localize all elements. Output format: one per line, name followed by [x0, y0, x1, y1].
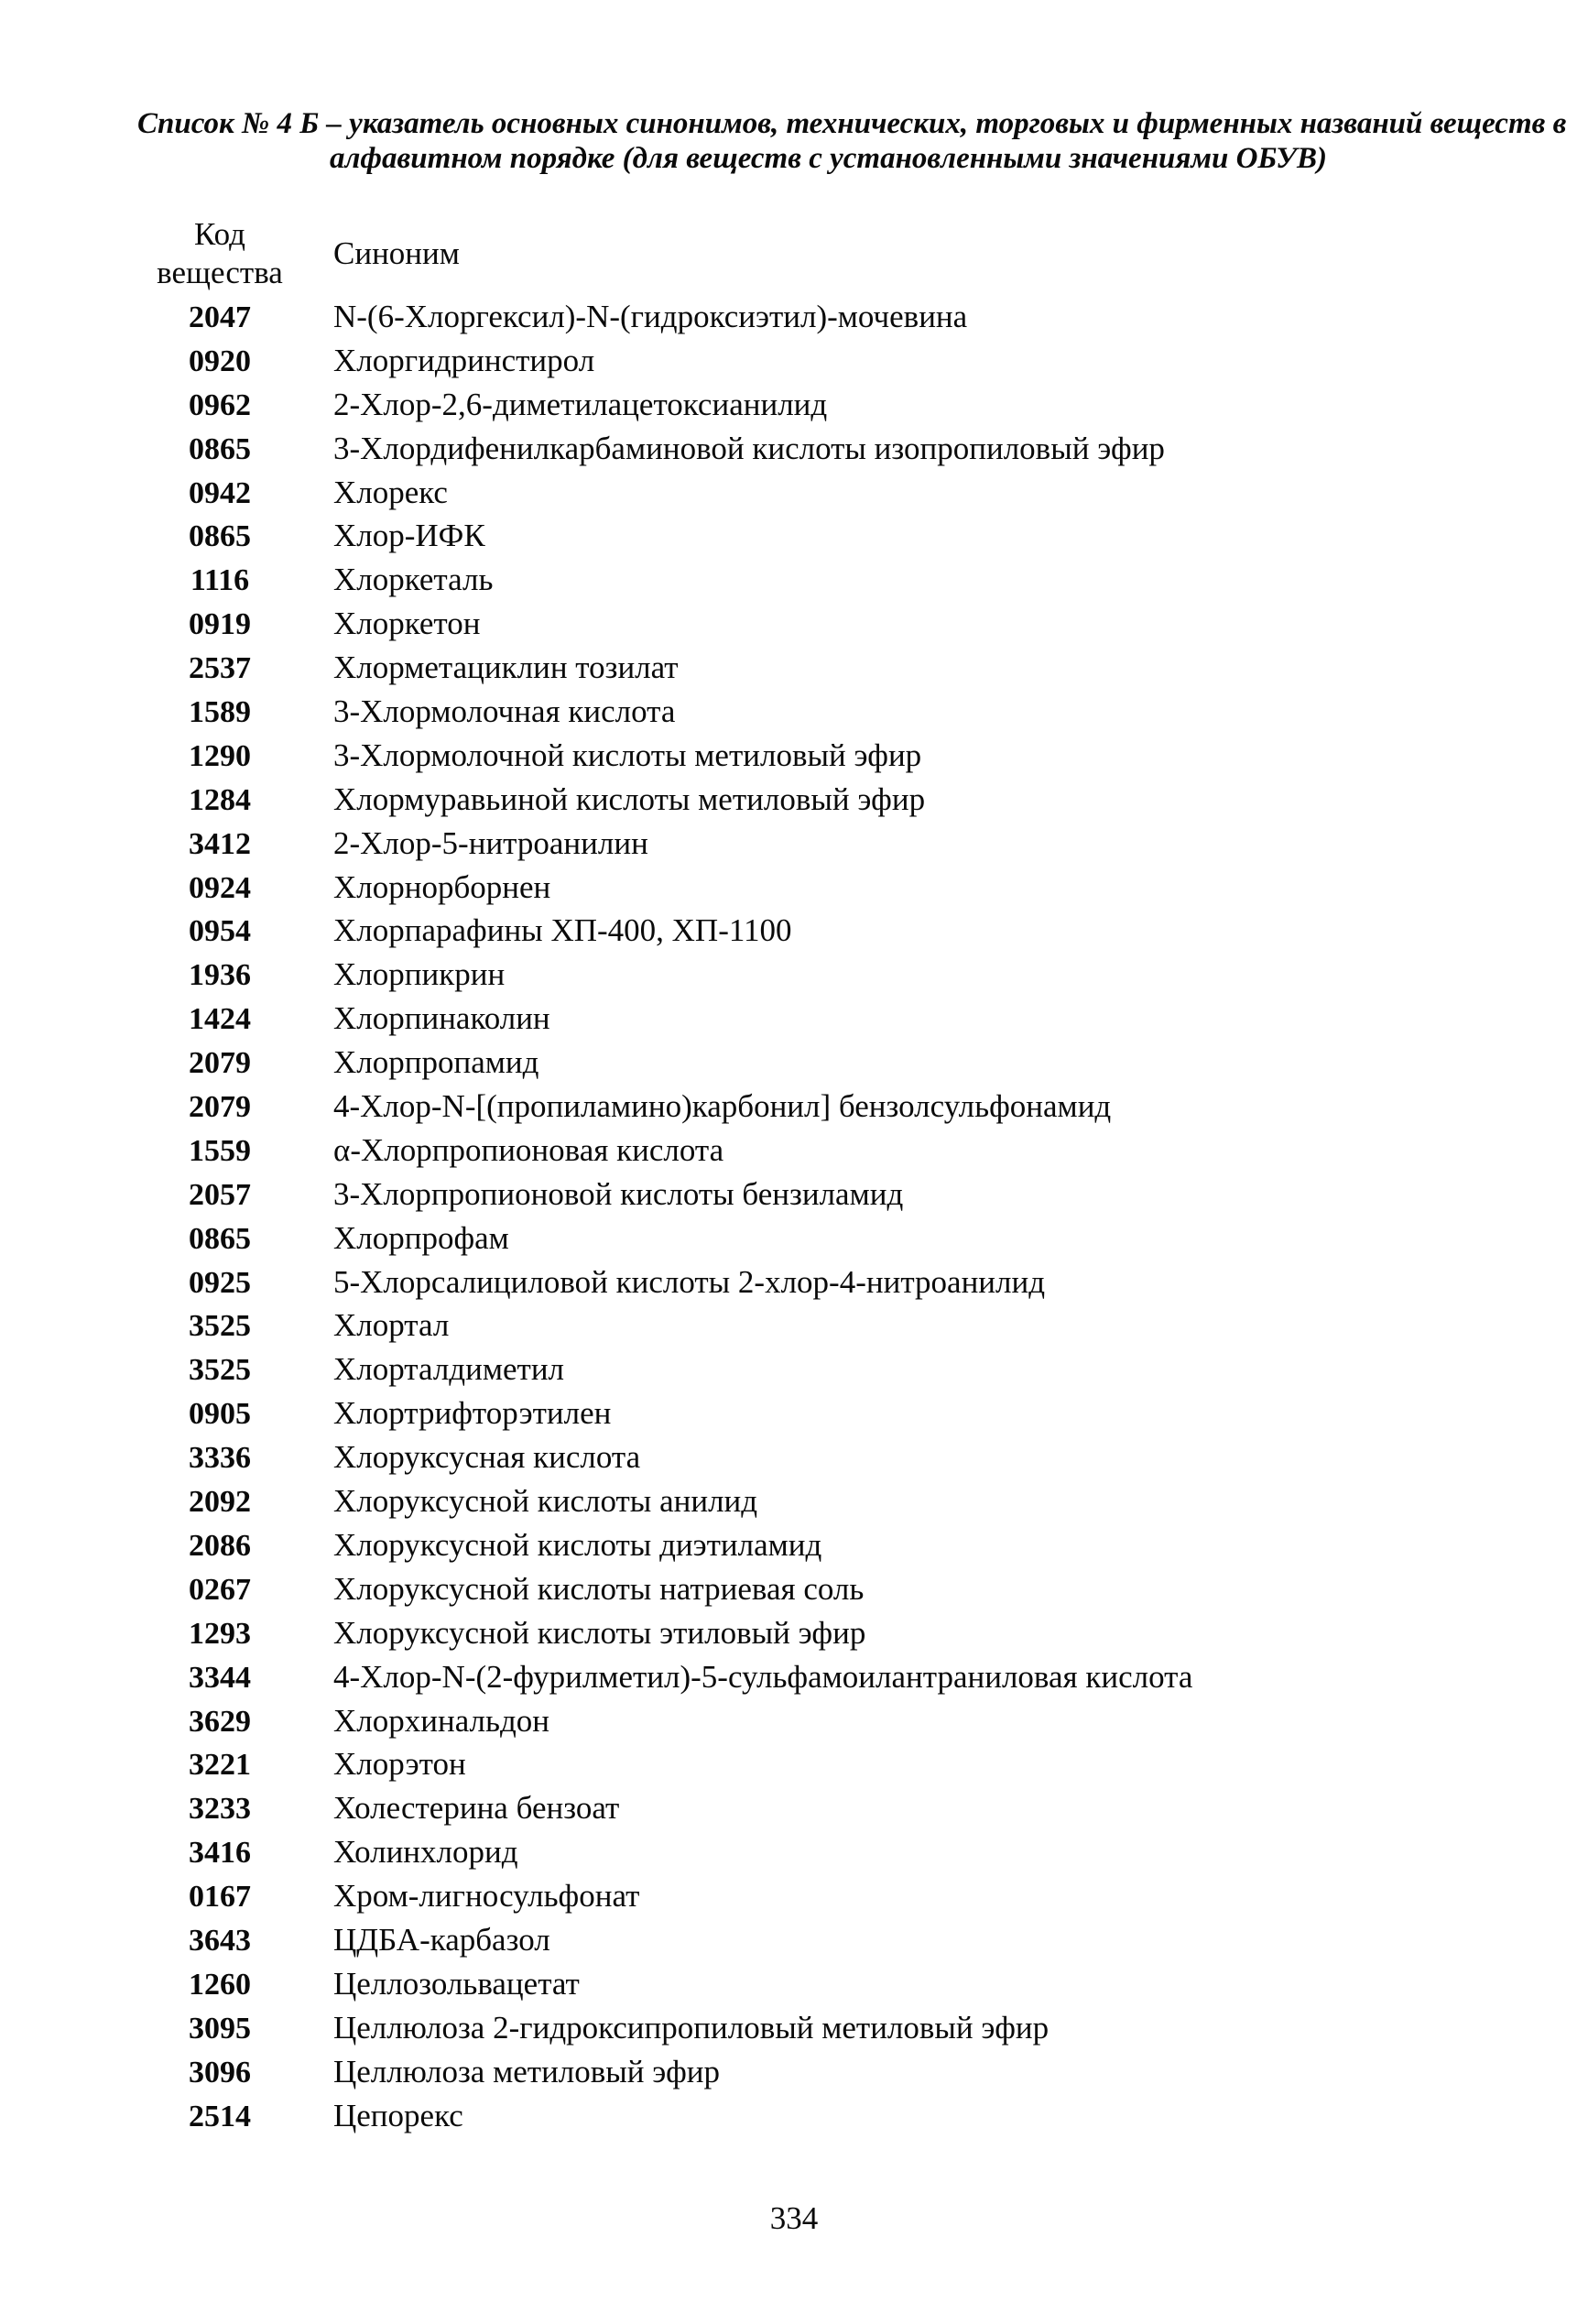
- table-row: [137, 1655, 1511, 1699]
- substance-code: 0919: [189, 607, 251, 642]
- table-row: [137, 2050, 1511, 2094]
- substance-code: 2079: [189, 1090, 251, 1125]
- synonym-text: α-Хлорпропионовая кислота: [333, 1131, 724, 1168]
- synonym-text: Хлорпрофам: [333, 1219, 509, 1256]
- table-row: [137, 866, 1511, 910]
- synonym-text: Целлюлоза 2-гидроксипропиловый метиловый эфир: [333, 2009, 1050, 2046]
- substance-code: 3336: [189, 1441, 251, 1476]
- page-number: 334: [769, 2200, 819, 2236]
- table-row: [137, 295, 1511, 339]
- substance-code: 1116: [190, 563, 250, 598]
- substance-code: 0924: [189, 870, 251, 905]
- table-row: [137, 339, 1511, 383]
- table-row: [137, 734, 1511, 778]
- substance-code: 0942: [189, 475, 251, 510]
- table-row: [137, 1347, 1511, 1391]
- substance-code: 1559: [189, 1133, 251, 1168]
- table-row: [137, 558, 1511, 602]
- substance-code: 3221: [189, 1748, 251, 1783]
- table-row: [137, 1129, 1511, 1173]
- table-row: [137, 1918, 1511, 1962]
- synonym-text: Цепорекс: [333, 2097, 463, 2133]
- synonym-text: Хлоргидринстирол: [333, 342, 595, 378]
- synonym-text: 4-Хлор-N-[(пропиламино)карбонил] бензолсульфонамид: [333, 1088, 1112, 1125]
- substance-code: 3629: [189, 1704, 251, 1739]
- table-row: [137, 1611, 1511, 1655]
- table-row: [137, 383, 1511, 427]
- substance-code: 1293: [189, 1616, 251, 1651]
- table-row: [137, 1479, 1511, 1523]
- table-row: [137, 953, 1511, 997]
- page-title-line-2: алфавитном порядке (для веществ с установленными значениями ОБУВ): [330, 142, 1328, 175]
- substance-code: 0865: [189, 519, 251, 554]
- table-row: [137, 1962, 1511, 2006]
- table-row: [137, 1041, 1511, 1085]
- synonym-text: ЦДБА-карбазол: [333, 1921, 550, 1958]
- synonym-text: Хлоруксусной кислоты диэтиламид: [333, 1526, 822, 1563]
- substance-code: 2537: [189, 651, 251, 686]
- synonym-text: 5-Хлорсалициловой кислоты 2-хлор-4-нитроанилид: [333, 1263, 1046, 1300]
- substance-code: 2057: [189, 1177, 251, 1212]
- substance-code: 1290: [189, 738, 251, 773]
- synonym-text: Хлор-ИФК: [333, 518, 485, 554]
- table-row: [137, 1874, 1511, 1918]
- synonym-text: Хлоруксусной кислоты анилид: [333, 1483, 758, 1520]
- table-row: [137, 2094, 1511, 2138]
- synonym-text: Хлормуравьиной кислоты метиловый эфир: [333, 780, 926, 817]
- table-row: [137, 646, 1511, 690]
- table-row: [137, 1217, 1511, 1260]
- synonym-text: Хлортал: [333, 1307, 450, 1344]
- substance-code: 1936: [189, 958, 251, 993]
- substance-code: 3344: [189, 1660, 251, 1695]
- table-row: [137, 1523, 1511, 1567]
- synonym-text: 3-Хлордифенилкарбаминовой кислоты изопропиловый эфир: [333, 430, 1165, 466]
- substance-code: 0865: [189, 1221, 251, 1256]
- table-row: [137, 1085, 1511, 1129]
- substance-code: 1589: [189, 695, 251, 730]
- substance-code: 1424: [189, 1002, 251, 1037]
- synonym-text: Холинхлорид: [333, 1834, 518, 1871]
- table-row: [137, 909, 1511, 953]
- substance-code: 3525: [189, 1309, 251, 1344]
- table-row: [137, 427, 1511, 471]
- synonym-text: Хлорнорборнен: [333, 868, 551, 905]
- substance-code: 0920: [189, 344, 251, 378]
- table-row: [137, 1699, 1511, 1743]
- synonym-text: Хлорпарафины ХП-400, ХП-1100: [333, 912, 792, 949]
- table-row: [137, 1742, 1511, 1786]
- synonym-text: 3-Хлормолочная кислота: [333, 693, 676, 730]
- synonym-text: 2-Хлор-2,6-диметилацетоксианилид: [333, 386, 828, 422]
- substance-code: 2047: [189, 300, 251, 334]
- synonym-text: Хлоркеталь: [333, 562, 494, 598]
- synonym-text: Хлоркетон: [333, 606, 481, 642]
- column-header-synonym: Синоним: [333, 235, 460, 271]
- synonym-text: Хлоруксусной кислоты этиловый эфир: [333, 1614, 866, 1651]
- synonym-text: 3-Хлорпропионовой кислоты бензиламид: [333, 1175, 904, 1212]
- table-row: [137, 602, 1511, 646]
- table-row: [137, 1435, 1511, 1479]
- synonym-text: Хлорталдиметил: [333, 1351, 565, 1388]
- substance-code: 0167: [189, 1880, 251, 1915]
- synonym-text: Хлорпикрин: [333, 956, 506, 993]
- column-header-code: [137, 215, 302, 292]
- substance-code: 3643: [189, 1923, 251, 1958]
- page-title-line-1: Список № 4 Б – указатель основных синонимов, технических, торговых и фирменных названий веществ в: [137, 107, 1567, 140]
- table-row: [137, 1391, 1511, 1435]
- table-row: [137, 514, 1511, 558]
- synonym-text: Хлоруксусной кислоты натриевая соль: [333, 1570, 865, 1607]
- table-row: [137, 1304, 1511, 1347]
- substance-code: 3412: [189, 826, 251, 861]
- substance-code: 1260: [189, 1967, 251, 2002]
- substance-code: 0865: [189, 431, 251, 466]
- substance-code: 0925: [189, 1265, 251, 1300]
- substance-code: 0962: [189, 387, 251, 422]
- substance-code: 2079: [189, 1046, 251, 1081]
- substance-code: 1284: [189, 782, 251, 817]
- substance-code: 3416: [189, 1836, 251, 1871]
- table-row: [137, 997, 1511, 1041]
- synonym-text: Хлорпинаколин: [333, 1000, 550, 1037]
- table-row: [137, 822, 1511, 866]
- synonym-text: Хлоруксусная кислота: [333, 1439, 641, 1476]
- synonym-text: 3-Хлормолочной кислоты метиловый эфир: [333, 736, 922, 773]
- synonym-text: Холестерина бензоат: [333, 1790, 620, 1827]
- substance-code: 0267: [189, 1572, 251, 1607]
- table-row: [137, 1260, 1511, 1304]
- synonym-text: 2-Хлор-5-нитроанилин: [333, 824, 648, 861]
- substance-code: 3096: [189, 2055, 251, 2089]
- synonym-text: Хлортрифторэтилен: [333, 1395, 612, 1432]
- synonym-text: Хлорэтон: [333, 1746, 466, 1783]
- table-row: [137, 1173, 1511, 1217]
- substance-code: 3095: [189, 2011, 251, 2046]
- synonym-text: 4-Хлор-N-(2-фурилметил)-5-сульфамоилантраниловая кислота: [333, 1658, 1193, 1695]
- column-header-code-line-2: вещества: [157, 255, 283, 290]
- column-header-code-line-1: Код: [194, 216, 245, 252]
- synonym-text: Целлюлоза метиловый эфир: [333, 2053, 721, 2089]
- substance-code: 2092: [189, 1485, 251, 1520]
- synonym-table: [137, 295, 1511, 2137]
- substance-code: 2514: [189, 2099, 251, 2133]
- synonym-text: Хлорметациклин тозилат: [333, 649, 679, 686]
- synonym-text: Хром-лигносульфонат: [333, 1878, 640, 1915]
- synonym-text: Целлозольвацетат: [333, 1965, 580, 2002]
- table-row: [137, 2006, 1511, 2050]
- table-row: [137, 471, 1511, 515]
- table-row: [137, 690, 1511, 734]
- synonym-text: Хлорпропамид: [333, 1044, 539, 1081]
- synonym-text: N-(6-Хлоргексил)-N-(гидроксиэтил)-мочевина: [333, 299, 968, 334]
- synonym-text: Хлорхинальдон: [333, 1702, 550, 1739]
- table-row: [137, 1786, 1511, 1830]
- synonym-text: Хлорекс: [333, 474, 448, 510]
- substance-code: 2086: [189, 1528, 251, 1563]
- table-row: [137, 1830, 1511, 1874]
- substance-code: 0905: [189, 1397, 251, 1432]
- table-row: [137, 1567, 1511, 1611]
- table-row: [137, 778, 1511, 822]
- substance-code: 0954: [189, 914, 251, 949]
- substance-code: 3233: [189, 1792, 251, 1827]
- substance-code: 3525: [189, 1353, 251, 1388]
